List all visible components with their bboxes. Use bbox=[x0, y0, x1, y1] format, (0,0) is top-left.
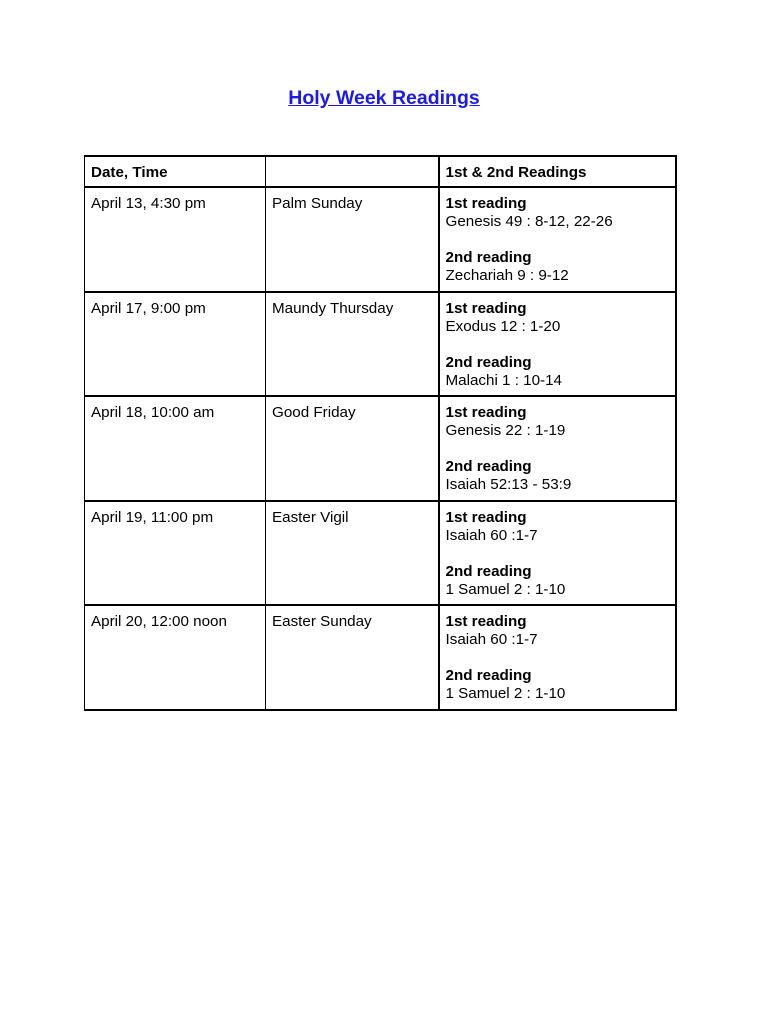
date-time-cell: April 18, 10:00 am bbox=[85, 396, 266, 501]
occasion-cell: Easter Vigil bbox=[266, 501, 439, 606]
first-reading-label: 1st reading bbox=[445, 299, 527, 317]
second-reading-label: 2nd reading bbox=[445, 458, 532, 476]
header-date-time: Date, Time bbox=[85, 156, 266, 187]
readings-cell bbox=[439, 501, 676, 606]
table-row bbox=[85, 187, 676, 292]
page-title: Holy Week Readings bbox=[288, 87, 480, 109]
date-time-cell: April 20, 12:00 noon bbox=[85, 605, 266, 710]
date-time-cell: April 17, 9:00 pm bbox=[85, 292, 266, 397]
second-reading-label: 2nd reading bbox=[445, 562, 532, 580]
first-reading-label: 1st reading bbox=[445, 404, 527, 422]
occasion-cell: Maundy Thursday bbox=[266, 292, 439, 397]
first-reading-label: 1st reading bbox=[445, 195, 527, 212]
reading-spacer bbox=[446, 440, 669, 458]
readings-cell bbox=[439, 396, 676, 501]
first-reading-text: Exodus 12 : 1-20 bbox=[445, 317, 561, 335]
table-row bbox=[85, 501, 676, 606]
first-reading-text: Isaiah 60 :1-7 bbox=[445, 526, 538, 544]
reading-spacer bbox=[446, 649, 669, 667]
second-reading-label: 2nd reading bbox=[445, 249, 532, 266]
readings-table bbox=[84, 155, 677, 711]
second-reading-text: 1 Samuel 2 : 1-10 bbox=[445, 685, 566, 703]
readings-cell bbox=[439, 605, 676, 710]
first-reading-label: 1st reading bbox=[445, 508, 527, 526]
first-reading-text: Isaiah 60 :1-7 bbox=[445, 631, 538, 649]
second-reading-text: Zechariah 9 : 9-12 bbox=[445, 267, 569, 284]
first-reading-text: Genesis 22 : 1-19 bbox=[445, 422, 566, 440]
second-reading-text: 1 Samuel 2 : 1-10 bbox=[445, 580, 566, 598]
readings-cell bbox=[439, 187, 676, 292]
table-header-row bbox=[85, 156, 676, 187]
table-row bbox=[85, 396, 676, 501]
table-row bbox=[85, 292, 676, 397]
reading-spacer bbox=[446, 545, 669, 563]
date-time-cell: April 19, 11:00 pm bbox=[85, 501, 266, 606]
header-occasion bbox=[266, 156, 439, 187]
second-reading-text: Isaiah 52:13 - 53:9 bbox=[445, 476, 572, 494]
second-reading-label: 2nd reading bbox=[445, 353, 532, 371]
reading-spacer bbox=[446, 231, 669, 249]
second-reading-label: 2nd reading bbox=[445, 667, 532, 685]
occasion-cell: Easter Sunday bbox=[266, 605, 439, 710]
reading-spacer bbox=[446, 336, 669, 354]
first-reading-text: Genesis 49 : 8-12, 22-26 bbox=[445, 213, 613, 230]
occasion-cell: Good Friday bbox=[266, 396, 439, 501]
occasion-cell: Palm Sunday bbox=[266, 187, 439, 292]
date-time-cell: April 13, 4:30 pm bbox=[85, 187, 266, 292]
first-reading-label: 1st reading bbox=[445, 613, 527, 631]
second-reading-text: Malachi 1 : 10-14 bbox=[445, 371, 563, 389]
readings-cell bbox=[439, 292, 676, 397]
header-readings: 1st & 2nd Readings bbox=[439, 156, 676, 187]
table-row bbox=[85, 605, 676, 710]
